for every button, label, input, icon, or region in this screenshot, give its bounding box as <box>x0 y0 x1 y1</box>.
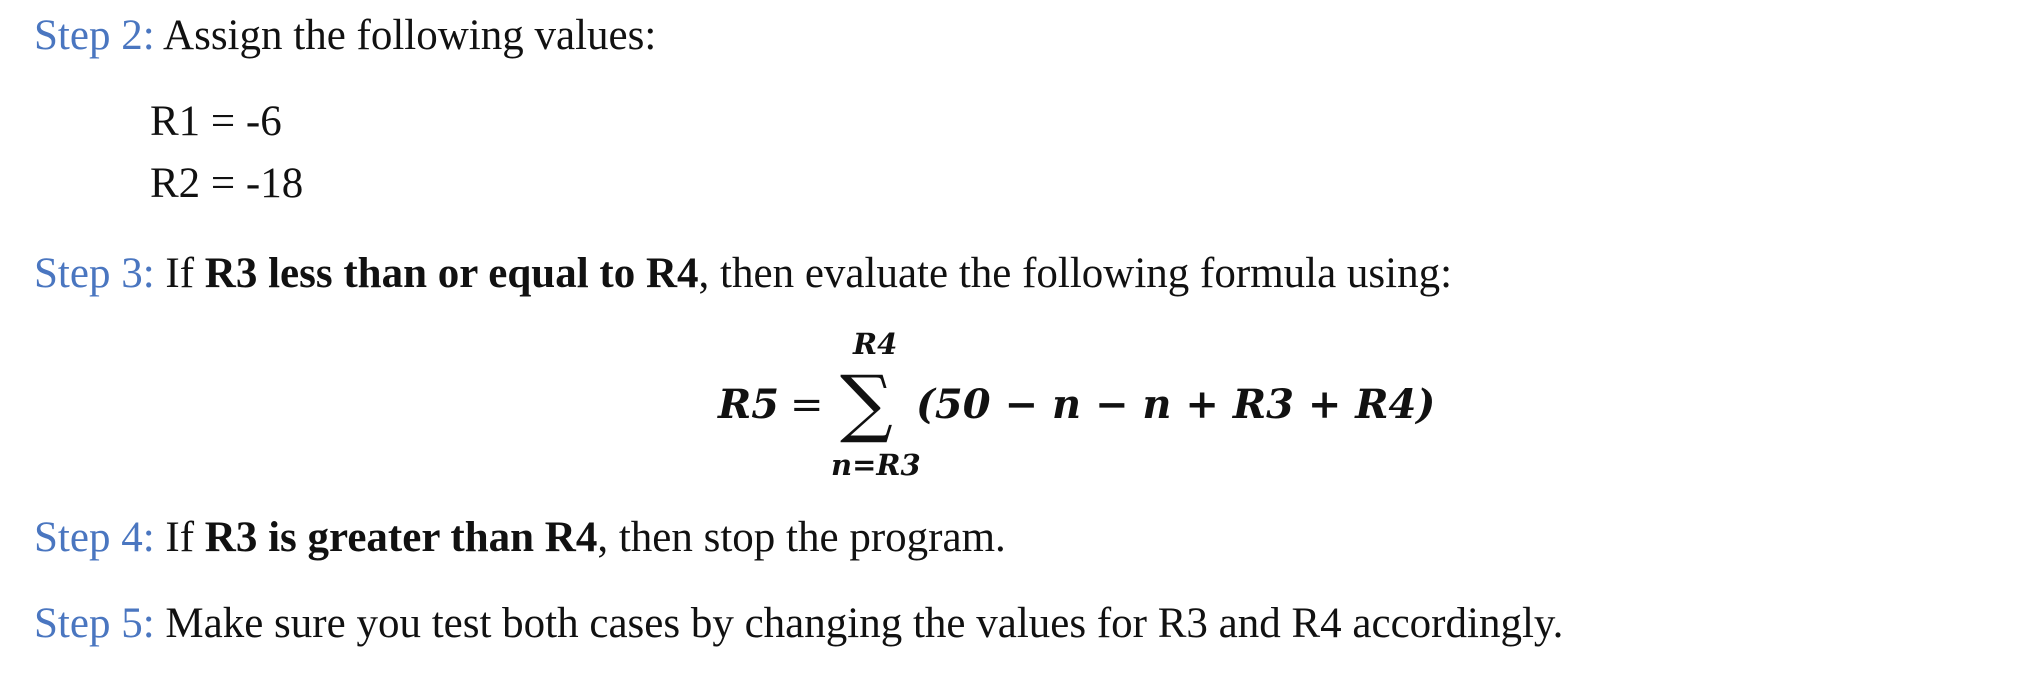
step-2-text: Assign the following values: <box>154 12 657 59</box>
step-3-suffix: , then evaluate the following formula using: <box>698 250 1453 297</box>
step-5-line <box>34 602 1563 645</box>
formula-lower-limit: n=R3 <box>831 448 921 482</box>
step-3-line <box>34 252 1452 295</box>
step-4-line <box>34 516 1006 559</box>
assignment-r2: R2 = -18 <box>150 160 304 207</box>
formula-lhs: R5 <box>718 381 780 428</box>
step-3-condition: R3 less than or equal to R4 <box>204 250 699 297</box>
step-4-prefix: If <box>154 514 205 561</box>
step-4-suffix: , then stop the program. <box>597 514 1006 561</box>
step-5-text: Make sure you test both cases by changing the values for R3 and R4 accordingly. <box>154 600 1564 647</box>
step-3-prefix: If <box>154 250 205 297</box>
step-4-condition: R3 is greater than R4 <box>204 514 598 561</box>
formula-body: (50 − n − n + R3 + R4) <box>916 381 1436 428</box>
step-3-label: Step 3: <box>34 250 155 297</box>
step-4-label: Step 4: <box>34 514 155 561</box>
sigma-icon: ∑ <box>840 360 893 446</box>
formula-equals: = <box>790 382 824 428</box>
step-2-label: Step 2: <box>34 12 155 59</box>
step-5-label: Step 5: <box>34 600 155 647</box>
formula-upper-limit: R4 <box>853 327 898 361</box>
assignment-r1: R1 = -6 <box>150 98 282 145</box>
step-2-line <box>34 14 656 57</box>
